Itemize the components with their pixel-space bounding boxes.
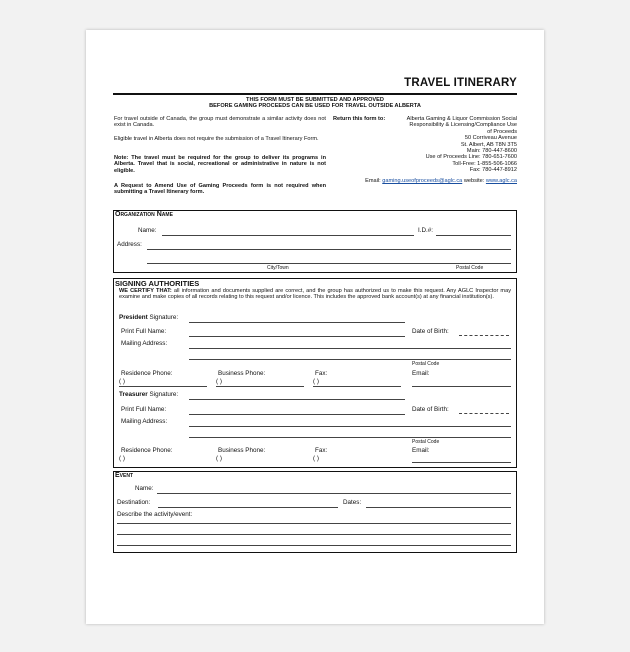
event-name-label: Name: [135, 485, 154, 492]
treasurer-fax-field[interactable]: ( ) [313, 455, 319, 462]
president-dob-field[interactable] [459, 335, 509, 336]
president-residence-field[interactable]: ( ) [119, 378, 125, 385]
treasurer-residence-label: Residence Phone: [121, 447, 173, 454]
org-address-label: Address: [117, 241, 142, 248]
intro-para-1: For travel outside of Canada, the group must demonstrate a similar activity does not exist in Canada. [114, 116, 326, 129]
title-rule [113, 93, 517, 95]
form-page [86, 30, 544, 624]
treasurer-fax-label: Fax: [315, 447, 328, 454]
return-to-label: Return this form to: [333, 116, 386, 122]
city-caption: City/Town [267, 265, 289, 271]
org-address-field-2[interactable] [147, 263, 511, 264]
president-name-label: Print Full Name: [121, 328, 167, 335]
contact-links: Email: gaming.useofproceeds@aglc.ca website: www.aglc.ca [365, 178, 517, 184]
treasurer-business-field[interactable]: ( ) [216, 455, 222, 462]
treasurer-name-label: Print Full Name: [121, 406, 167, 413]
describe-field-line-2[interactable] [117, 534, 511, 535]
president-fax-label: Fax: [315, 370, 328, 377]
treasurer-email-field[interactable] [412, 462, 511, 463]
president-mailing-field-2[interactable] [189, 359, 511, 360]
intro-para-2: Eligible travel in Alberta does not require the submission of a Travel Itinerary Form. [114, 136, 319, 142]
signing-authorities-section [113, 278, 517, 468]
describe-field-line-1[interactable] [117, 523, 511, 524]
president-fax-field[interactable]: ( ) [313, 378, 319, 385]
describe-label: Describe the activity/event: [117, 511, 193, 518]
intro-note: Note: The travel must be required for the group to deliver its programs in Alberta. Travel that is social, recreational or administrative in nature is not eligible. [114, 155, 326, 174]
president-name-field[interactable] [189, 336, 405, 337]
org-id-label: I.D.#: [418, 227, 434, 234]
event-name-field[interactable] [157, 493, 511, 494]
president-email-field[interactable] [412, 386, 511, 387]
president-email-label: Email: [412, 370, 430, 377]
organization-heading: Organization Name [115, 211, 173, 218]
treasurer-signature-field[interactable] [189, 399, 405, 400]
treasurer-mailing-field-2[interactable] [189, 437, 511, 438]
email-link[interactable]: gaming.useofproceeds@aglc.ca [382, 178, 463, 184]
treasurer-email-label: Email: [412, 447, 430, 454]
dates-field[interactable] [366, 507, 511, 508]
president-signature-field[interactable] [189, 322, 405, 323]
describe-field-line-3[interactable] [117, 545, 511, 546]
org-id-field[interactable] [436, 235, 511, 236]
treasurer-mailing-label: Mailing Address: [121, 418, 168, 425]
treasurer-business-label: Business Phone: [218, 447, 266, 454]
org-postal-caption: Postal Code [456, 265, 484, 271]
event-heading: Event [115, 472, 134, 479]
president-mailing-field[interactable] [189, 348, 511, 349]
org-address-field[interactable] [147, 249, 511, 250]
org-name-field[interactable] [162, 235, 414, 236]
president-mailing-label: Mailing Address: [121, 340, 168, 347]
treasurer-dob-field[interactable] [459, 413, 509, 414]
president-business-field[interactable]: ( ) [216, 378, 222, 385]
treasurer-mailing-field[interactable] [189, 426, 511, 427]
form-title: TRAVEL ITINERARY [404, 77, 517, 89]
treasurer-postal-caption: Postal Code [412, 439, 440, 445]
website-link[interactable]: www.aglc.ca [485, 178, 517, 184]
treasurer-name-field[interactable] [189, 414, 405, 415]
return-address: Alberta Gaming & Liquor Commission Social Responsibility & Licensing/Compliance Use of Proceeds 50 Corriveau Avenue St. Albert, AB T8N 3T5 Main: 780-447-8600 Use of Proceeds Line: 780-651-7600 Toll-Free: 1-855-506-1066 Fax: 780-447-8912 [406, 116, 517, 174]
treasurer-signature-label: Treasurer Signature: [119, 391, 179, 398]
destination-label: Destination: [117, 499, 151, 506]
notice-line-2: BEFORE GAMING PROCEEDS CAN BE USED FOR TRAVEL OUTSIDE ALBERTA [209, 103, 421, 109]
event-section [113, 471, 517, 553]
treasurer-residence-field[interactable]: ( ) [119, 455, 125, 462]
certify-text: WE CERTIFY THAT: all information and documents supplied are correct, and the group has authorized us to make this request. Any AGLC Inspector may examine and make copies of all records relating to this request and/or licence. This includes the approved bank account(s) at any financial institution(s). [119, 288, 511, 301]
dates-label: Dates: [343, 499, 362, 506]
notice-line-1: THIS FORM MUST BE SUBMITTED AND APPROVED [246, 97, 384, 103]
org-name-label: Name: [138, 227, 157, 234]
organization-section [113, 210, 517, 273]
president-business-label: Business Phone: [218, 370, 266, 377]
treasurer-dob-label: Date of Birth: [412, 406, 449, 413]
president-signature-label: President Signature: [119, 314, 179, 321]
intro-para-4: A Request to Amend Use of Gaming Proceeds form is not required when submitting a Travel Itinerary form. [114, 183, 326, 196]
president-dob-label: Date of Birth: [412, 328, 449, 335]
signing-heading: SIGNING AUTHORITIES [115, 279, 200, 288]
destination-field[interactable] [158, 507, 338, 508]
president-residence-label: Residence Phone: [121, 370, 173, 377]
president-postal-caption: Postal Code [412, 361, 440, 367]
